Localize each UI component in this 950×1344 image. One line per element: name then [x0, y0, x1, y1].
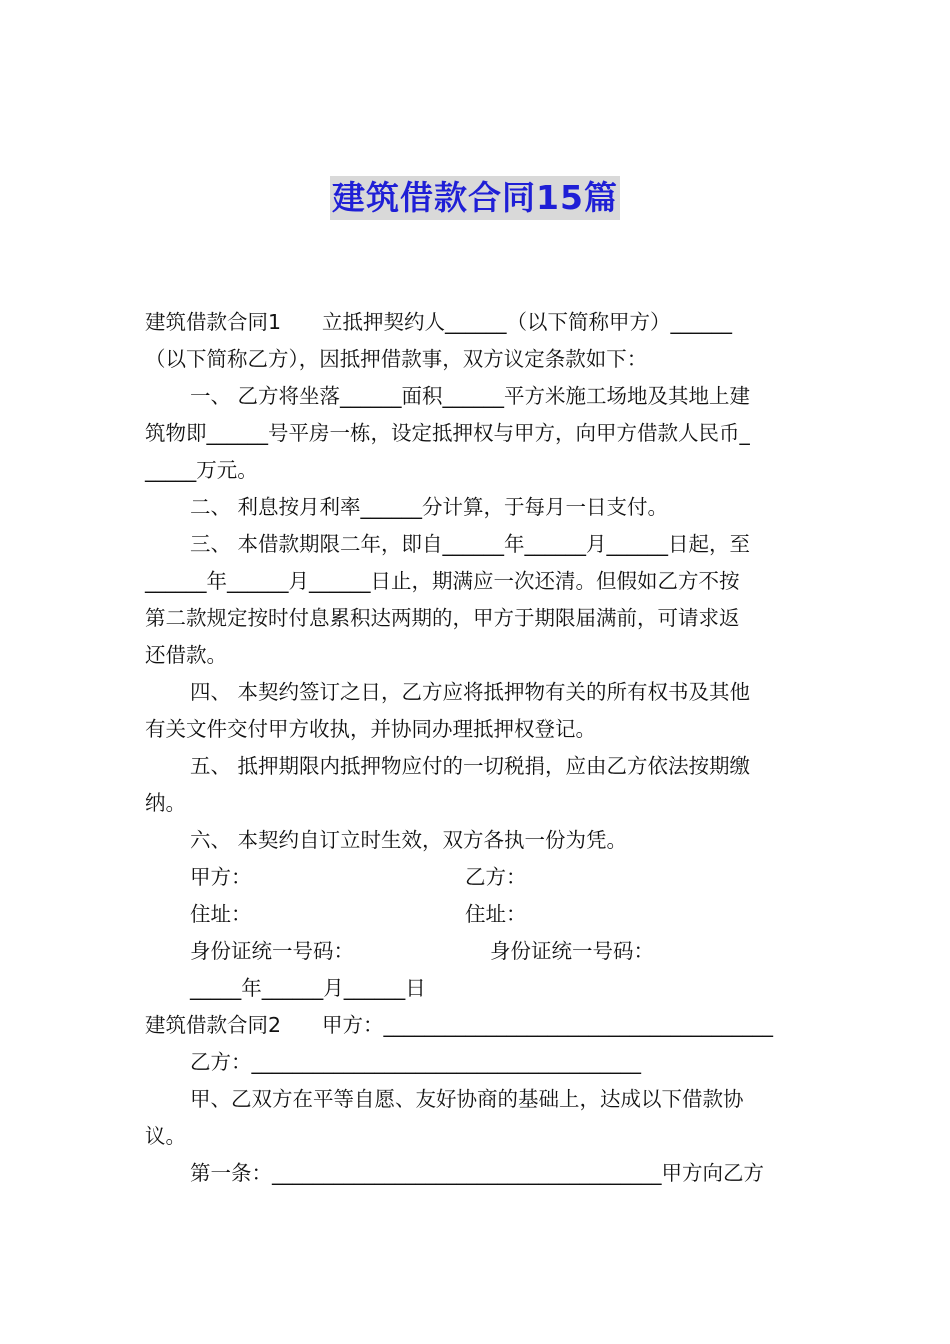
paragraph-line: 筑物即______号平房一栋，设定抵押权与甲方，向甲方借款人民币_	[145, 421, 750, 445]
paragraph-line: 五、 抵押期限内抵押物应付的一切税捐，应由乙方依法按期缴	[190, 754, 751, 778]
paragraph-line: （以下简称乙方），因抵押借款事，双方议定条款如下：	[145, 347, 648, 371]
address-b-label: 住址：	[465, 902, 527, 926]
paragraph-line: 议。	[145, 1124, 186, 1148]
paragraph-line: 有关文件交付甲方收执，并协同办理抵押权登记。	[145, 717, 596, 741]
paragraph-line: 还借款。	[145, 643, 227, 667]
id-a-label: 身份证统一号码：	[190, 939, 354, 963]
signature-row-address	[145, 896, 810, 933]
title-block	[0, 176, 950, 220]
party-a-label: 甲方：	[190, 865, 252, 889]
signature-row-id	[145, 933, 810, 970]
document-body	[145, 304, 810, 1192]
address-a-label: 住址：	[190, 902, 252, 926]
paragraph-line: 六、 本契约自订立时生效，双方各执一份为凭。	[190, 828, 628, 852]
document-title: 建筑借款合同15篇	[330, 176, 620, 220]
signature-date: _____年______月______日	[190, 976, 426, 1000]
id-b-label: 身份证统一号码：	[490, 939, 654, 963]
paragraph-line: _____万元。	[145, 458, 258, 482]
paragraph-line: 甲、乙双方在平等自愿、友好协商的基础上，达成以下借款协	[190, 1087, 744, 1111]
party-b-label: 乙方：	[465, 865, 527, 889]
signature-row-party	[145, 859, 810, 896]
paragraph-line: 建筑借款合同1 立抵押契约人______（以下简称甲方）______	[145, 310, 733, 334]
paragraph-line: 二、 利息按月利率______分计算，于每月一日支付。	[190, 495, 669, 519]
paragraph-line: 纳。	[145, 791, 186, 815]
paragraph-line: 第二款规定按时付息累积达两期的，甲方于期限届满前，可请求返	[145, 606, 740, 630]
paragraph-line: 三、 本借款期限二年，即自______年______月______日起，至	[190, 532, 751, 556]
paragraph-line: 第一条：______________________________________甲方向乙方	[190, 1161, 764, 1185]
paragraph-line: 四、 本契约签订之日，乙方应将抵押物有关的所有权书及其他	[190, 680, 751, 704]
paragraph-line: 建筑借款合同2 甲方：______________________________________	[145, 1013, 774, 1037]
paragraph-line: 一、 乙方将坐落______面积______平方米施工场地及其地上建	[190, 384, 751, 408]
paragraph-line: ______年______月______日止，期满应一次还清。但假如乙方不按	[145, 569, 740, 593]
paragraph-line: 乙方：______________________________________	[190, 1050, 641, 1074]
